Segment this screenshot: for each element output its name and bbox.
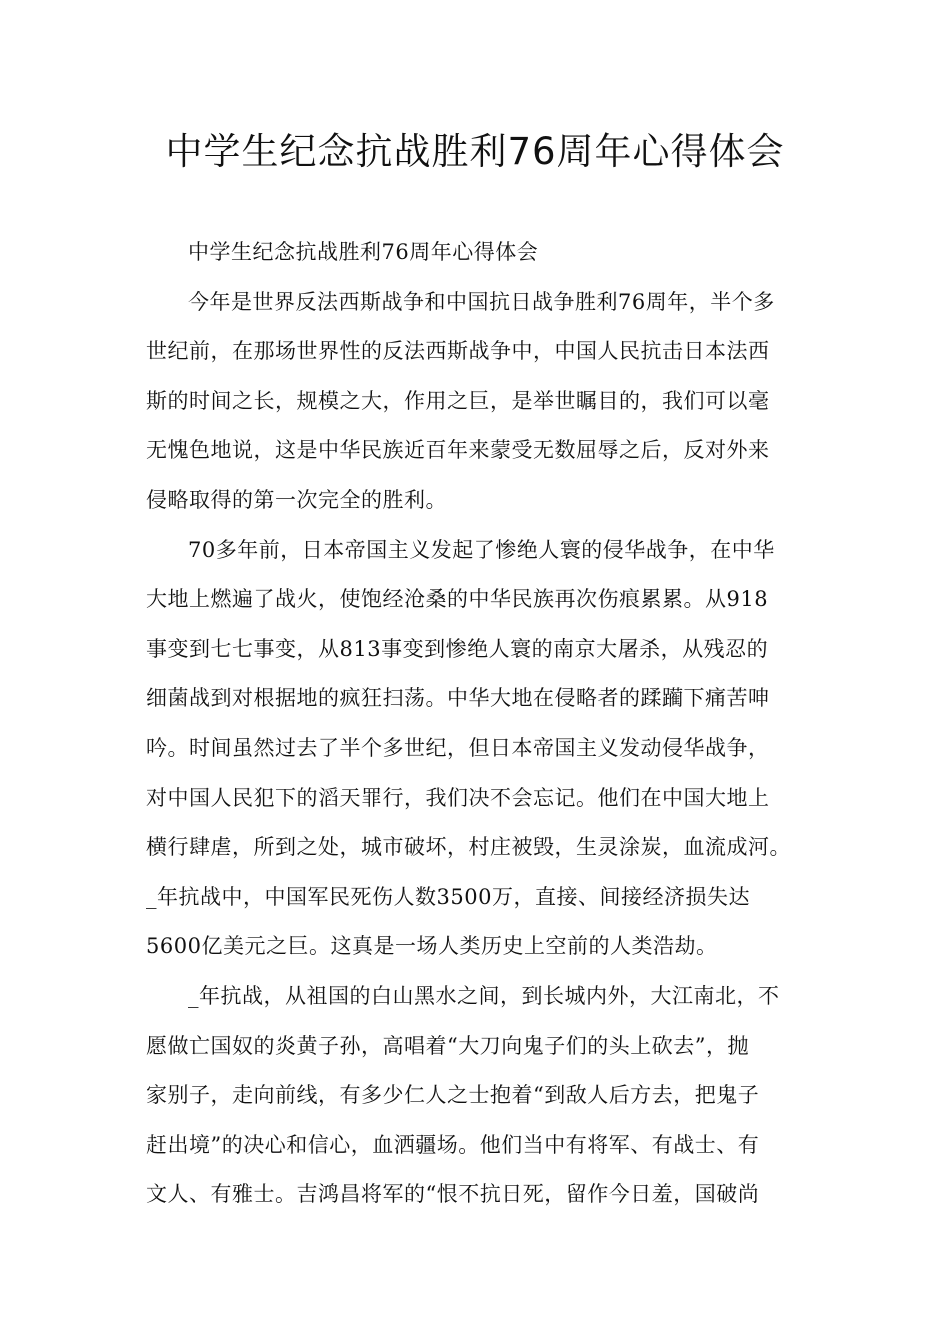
paragraph-line: 斯的时间之长，规模之大，作用之巨，是举世瞩目的，我们可以毫 — [146, 388, 770, 413]
document-title: 中学生纪念抗战胜利76周年心得体会 — [165, 130, 785, 173]
paragraph-line: 侵略取得的第一次完全的胜利。 — [146, 487, 447, 512]
paragraph-line: 大地上燃遍了战火，使饱经沧桑的中华民族再次伤痕累累。从918 — [146, 587, 769, 612]
paragraph-line: 文人、有雅士。吉鸿昌将军的“恨不抗日死，留作今日羞，国破尚 — [146, 1182, 760, 1207]
paragraph-line: 事变到七七事变，从813事变到惨绝人寰的南京大屠杀，从残忍的 — [146, 636, 769, 661]
paragraph-line: 70多年前，日本帝国主义发起了惨绝人寰的侵华战争，在中华 — [188, 537, 775, 562]
paragraph-line: 赶出境”的决心和信心，血洒疆场。他们当中有将军、有战士、有 — [146, 1132, 760, 1157]
paragraph-line: 今年是世界反法西斯战争和中国抗日战争胜利76周年，半个多 — [188, 289, 775, 314]
paragraph-line: 世纪前，在那场世界性的反法西斯战争中，中国人民抗击日本法西 — [146, 339, 770, 364]
paragraph-line: 愿做亡国奴的炎黄子孙，高唱着“大刀向鬼子们的头上砍去”，抛 — [146, 1033, 749, 1058]
paragraph-line: 5600亿美元之巨。这真是一场人类历史上空前的人类浩劫。 — [146, 934, 718, 959]
paragraph-line: _年抗战，从祖国的白山黑水之间，到长城内外，大江南北，不 — [188, 983, 780, 1008]
paragraph-line: 吟。时间虽然过去了半个多世纪，但日本帝国主义发动侵华战争， — [146, 735, 770, 760]
paragraph-line: _年抗战中，中国军民死伤人数3500万，直接、间接经济损失达 — [146, 884, 750, 909]
paragraph-line: 横行肆虐，所到之处，城市破坏，村庄被毁，生灵涂炭，血流成河。 — [146, 835, 791, 860]
subtitle-line: 中学生纪念抗战胜利76周年心得体会 — [188, 240, 539, 264]
paragraph-line: 对中国人民犯下的滔天罪行，我们决不会忘记。他们在中国大地上 — [146, 785, 770, 810]
paragraph-line: 细菌战到对根据地的疯狂扫荡。中华大地在侵略者的蹂躏下痛苦呻 — [146, 686, 770, 711]
document-body — [146, 228, 810, 1220]
paragraph-line: 无愧色地说，这是中华民族近百年来蒙受无数屈辱之后，反对外来 — [146, 438, 770, 463]
paragraph-line: 家别子，走向前线，有多少仁人之士抱着“到敌人后方去，把鬼子 — [146, 1083, 760, 1108]
